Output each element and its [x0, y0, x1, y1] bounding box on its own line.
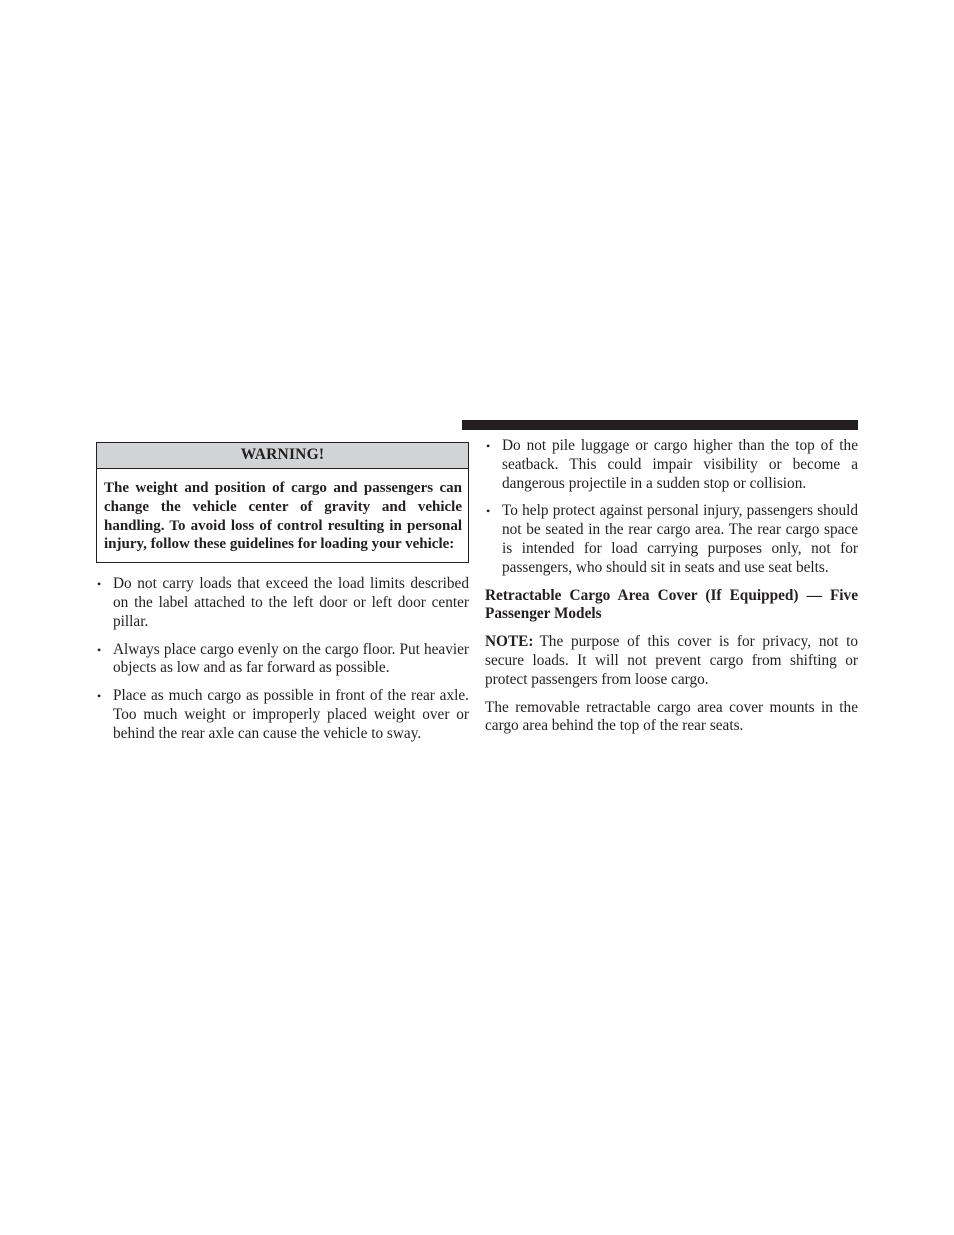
right-column [485, 437, 858, 745]
list-item: • Always place cargo evenly on the cargo floor. Put heavier objects as low and as far forward as possible. [96, 641, 469, 679]
section-heading: Retractable Cargo Area Cover (If Equipped) — Five Passenger Models [485, 586, 858, 623]
list-item: • To help protect against personal injury, passengers should not be seated in the rear cargo area. The rear cargo space is intended for load carrying purposes only, not for passengers, who should sit in seats and use seat belts. [485, 502, 858, 577]
section-top-rule [462, 420, 858, 430]
note-text: The purpose of this cover is for privacy, not to secure loads. It will not prevent cargo from shifting or protect passengers from loose cargo. [485, 633, 858, 688]
note-label: NOTE: [485, 633, 534, 651]
left-column [96, 442, 469, 753]
left-bullet-list [96, 575, 469, 743]
list-item: • Do not pile luggage or cargo higher than the top of the seatback. This could impair visibility or become a dangerous projectile in a sudden stop or collision. [485, 437, 858, 493]
right-bullet-list [485, 437, 858, 578]
list-item: • Place as much cargo as possible in front of the rear axle. Too much weight or improperly placed weight over or behind the rear axle can cause the vehicle to sway. [96, 687, 469, 743]
warning-box [96, 442, 469, 563]
warning-title: WARNING! [97, 443, 468, 469]
body-paragraph: The removable retractable cargo area cover mounts in the cargo area behind the top of the rear seats. [485, 698, 858, 735]
note-paragraph [485, 633, 858, 689]
list-item: • Do not carry loads that exceed the load limits described on the label attached to the left door or left door center pillar. [96, 575, 469, 631]
warning-text: The weight and position of cargo and passengers can change the vehicle center of gravity and vehicle handling. To avoid loss of control resulting in personal injury, follow these guidelines for loading your vehicle: [104, 480, 462, 553]
